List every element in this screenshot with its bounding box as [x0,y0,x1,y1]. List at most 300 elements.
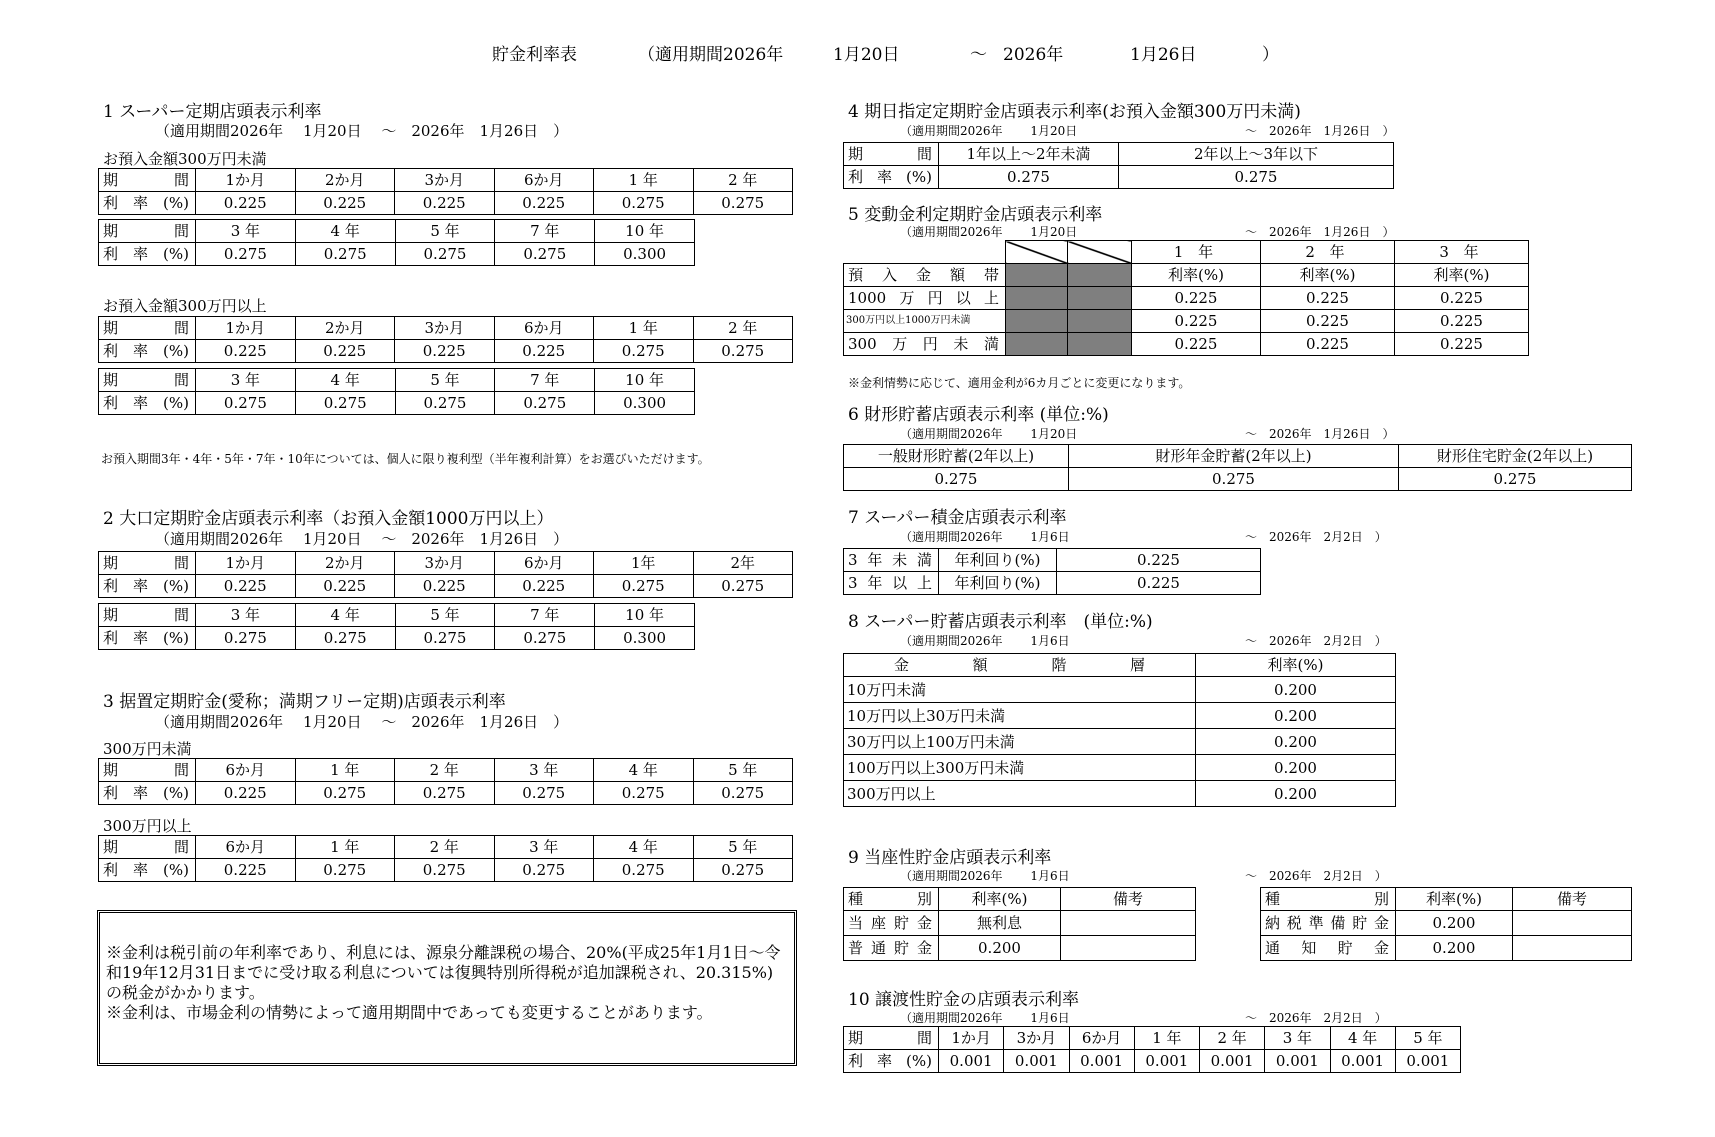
s8-period-end: ～ 2026年 2月2日 ） [1245,634,1387,648]
yield-label: 年利回り(%) [939,549,1057,572]
s9-period-start: （適用期間2026年 1月6日 [900,869,1070,883]
term-cell: 10 年 [595,220,695,243]
s1-under-label: お預入金額300万円未満 [103,150,267,168]
term-cell: 2 年 [693,317,793,340]
term-cell: 5 年 [693,836,793,859]
s6-period-end: ～ 2026年 1月26日 ） [1245,427,1395,441]
year-header: 2 年 [1261,241,1395,264]
s4-title: 4 期日指定定期貯金店頭表示利率(お預入金額300万円未満) [848,102,1301,122]
shaded-cell [1006,264,1068,287]
tax-notice-text [106,943,788,1023]
amount-tier-label: 10万円以上30万円未満 [844,703,1196,729]
header-period-end: 1月26日 [1130,45,1197,65]
rate-cell: 0.275 [1399,468,1632,491]
diagonal-cell [1006,241,1068,264]
s1-under-table [98,168,793,215]
term-cell: 1 年 [594,169,694,192]
row-header-period: 期 間 [844,1027,939,1050]
rate-cell: 0.225 [1261,333,1395,356]
rate-cell: 0.001 [1330,1050,1395,1073]
rate-cell: 0.225 [196,859,296,882]
term-cell: 7 年 [495,604,595,627]
row-header-period: 期 間 [99,836,196,859]
rate-cell: 0.225 [1132,287,1261,310]
diagonal-cell [1068,241,1132,264]
rate-cell: 0.001 [1395,1050,1460,1073]
deposit-type-label: 通知貯金 [1261,936,1396,961]
rate-cell: 0.225 [1261,310,1395,333]
rate-cell: 0.200 [1396,936,1513,961]
s1-under-table-b [98,219,695,266]
table-row [844,241,1529,264]
rate-cell: 0.200 [1196,755,1396,781]
term-cell: 7 年 [495,369,595,392]
table-row [99,627,695,650]
s3-under-label: 300万円未満 [103,740,192,758]
row-header-rate: 利率(%) [99,340,196,363]
term-cell: 3か月 [1004,1027,1069,1050]
row-header-rate: 利率(%) [99,243,196,266]
rate-cell: 0.200 [1196,781,1396,807]
table-row [844,729,1396,755]
rate-cell: 0.275 [1119,166,1394,189]
rate-cell: 0.275 [395,782,495,805]
term-cell: 3 年 [494,759,594,782]
rate-cell: 0.275 [693,340,793,363]
term-cell: 4 年 [295,604,395,627]
rate-header: 利率(%) [1196,654,1396,677]
rate-cell: 0.275 [494,782,594,805]
rate-cell: 0.300 [595,627,695,650]
rate-header: 利率(%) [1261,264,1395,287]
rate-cell: 0.225 [295,340,395,363]
term-cell: 2 年 [395,759,495,782]
rate-cell: 0.225 [494,575,594,598]
rate-cell: 0.225 [395,192,495,215]
tax-notice-line: ※金利は税引前の年利率であり、利息には、源泉分離課税の場合、20%(平成25年1月1日～令和19年12月31日までに受け取る利息については復興特別所得税が追加課税され、20.315%)の税金がかかります。 [106,943,781,1002]
deposit-type-label: 当座貯金 [844,911,939,936]
rate-cell: 0.225 [1395,310,1529,333]
s3-over-table [98,835,793,882]
shaded-cell [1068,310,1132,333]
rate-cell: 0.225 [1395,333,1529,356]
term-label: 3年未満 [844,549,939,572]
header-period-tilde: ～ [970,45,987,65]
table-row [844,468,1632,491]
term-cell: 1 年 [295,836,395,859]
table-row [844,143,1394,166]
row-header-rate: 利率(%) [99,575,196,598]
type-header: 種 別 [844,888,939,911]
term-cell: 2 年 [395,836,495,859]
s5-note: ※金利情勢に応じて、適用金利が6カ月ごとに変更になります。 [848,376,1191,390]
rate-cell: 0.225 [1261,287,1395,310]
s10-period-start: （適用期間2026年 1月6日 [900,1011,1070,1025]
term-cell: 6か月 [494,317,594,340]
table-row [844,911,1196,936]
rate-cell: 0.275 [693,782,793,805]
rate-cell: 0.200 [1396,911,1513,936]
s3-period: （適用期間2026年 1月20日 ～ 2026年 1月26日 ） [155,713,569,731]
rate-cell: 0.275 [295,627,395,650]
s5-period-start: （適用期間2026年 1月20日 [900,225,1078,239]
term-cell: 3 年 [1265,1027,1330,1050]
rate-cell: 0.275 [196,392,296,415]
shaded-cell [1006,310,1068,333]
rate-cell: 0.225 [196,340,296,363]
table-row [844,703,1396,729]
amount-tier-label: 300万円以上 [844,781,1196,807]
row-header-rate: 利率(%) [844,1050,939,1073]
s9-period-end: ～ 2026年 2月2日 ） [1245,869,1387,883]
rate-cell: 0.275 [1069,468,1399,491]
deposit-type-label: 納税準備貯金 [1261,911,1396,936]
table-row [844,677,1396,703]
s7-period-start: （適用期間2026年 1月6日 [900,530,1070,544]
term-label: 3年以上 [844,572,939,595]
rate-cell: 0.225 [196,575,296,598]
term-cell: 4 年 [295,369,395,392]
amount-band-label: 1000万円以上 [844,287,1006,310]
year-header: 1 年 [1132,241,1261,264]
term-cell: 2年 [693,552,793,575]
rate-cell: 0.275 [594,782,694,805]
s2-table [98,551,793,598]
rate-cell: 0.225 [494,340,594,363]
header-period-start: 1月20日 [833,45,900,65]
table-row [99,552,793,575]
amount-tier-label: 100万円以上300万円未満 [844,755,1196,781]
remarks-header: 備考 [1061,888,1196,911]
shaded-cell [1006,333,1068,356]
rate-cell: 0.225 [196,782,296,805]
s2-table-b [98,603,695,650]
rate-cell: 0.225 [494,192,594,215]
term-cell: 1 年 [1134,1027,1199,1050]
amount-tier-header: 金 額 階 層 [844,654,1196,677]
shaded-cell [1006,287,1068,310]
rate-change-notice-line: ※金利は、市場金利の情勢によって適用期間中であっても変更することがあります。 [106,1003,713,1022]
table-row [844,888,1196,911]
term-cell: 6か月 [494,169,594,192]
term-cell: 4 年 [295,220,395,243]
shaded-cell [1068,333,1132,356]
remarks-cell [1061,936,1196,961]
rate-cell: 0.001 [1200,1050,1265,1073]
s7-period-end: ～ 2026年 2月2日 ） [1245,530,1387,544]
amount-band-header: 預入金額帯 [844,264,1006,287]
rate-cell: 0.225 [295,575,395,598]
s2-period: （適用期間2026年 1月20日 ～ 2026年 1月26日 ） [155,530,569,548]
s6-table [843,444,1632,491]
rate-cell: 0.275 [395,627,495,650]
term-cell: 4 年 [1330,1027,1395,1050]
term-cell: 10 年 [595,369,695,392]
table-row [844,310,1529,333]
s5-period-end: ～ 2026年 1月26日 ） [1245,225,1395,239]
table-row [99,369,695,392]
row-header-period: 期 間 [99,169,196,192]
rate-cell: 0.275 [693,575,793,598]
s7-title: 7 スーパー積金店頭表示利率 [848,508,1067,528]
s4-table [843,142,1394,189]
term-cell: 1 年 [594,317,694,340]
row-header-period: 期 間 [99,220,196,243]
rate-cell: 0.275 [196,627,296,650]
term-cell: 2か月 [295,169,395,192]
s1-over-table-b [98,368,695,415]
table-row [99,220,695,243]
s1-over-label: お預入金額300万円以上 [103,297,267,315]
tax-notice-box [97,910,797,1066]
table-row [844,654,1396,677]
rate-cell: 0.300 [595,392,695,415]
rate-header: 利率(%) [939,888,1061,911]
term-cell: 4 年 [594,836,694,859]
term-cell: 1か月 [196,169,296,192]
row-header-period: 期 間 [99,369,196,392]
rate-cell: 0.225 [1395,287,1529,310]
s10-title: 10 譲渡性貯金の店頭表示利率 [848,990,1080,1010]
rate-cell: 0.200 [1196,729,1396,755]
header-period-open: （適用期間2026年 [638,45,784,65]
page-title: 貯金利率表 [492,45,577,65]
rate-header: 利率(%) [1396,888,1513,911]
term-cell: 5 年 [693,759,793,782]
rate-cell: 0.275 [495,627,595,650]
s1-title: 1 スーパー定期店頭表示利率 [103,102,322,122]
row-header-period: 期 間 [99,604,196,627]
s5-table [843,240,1529,356]
term-cell: 5 年 [395,604,495,627]
rate-cell: 0.275 [693,192,793,215]
term-cell: 3 年 [196,369,296,392]
rate-cell: 0.225 [1132,310,1261,333]
rate-cell: 0.275 [594,340,694,363]
term-cell: 1 年 [295,759,395,782]
s10-period-end: ～ 2026年 2月2日 ） [1245,1011,1387,1025]
savings-type-header: 財形年金貯蓄(2年以上) [1069,445,1399,468]
table-row [99,192,793,215]
rate-cell: 0.275 [594,575,694,598]
table-row [844,287,1529,310]
rate-cell: 0.225 [395,575,495,598]
row-header-period: 期 間 [99,317,196,340]
s2-title: 2 大口定期貯金店頭表示利率（お預入金額1000万円以上） [103,509,554,529]
rate-cell: 0.275 [295,782,395,805]
table-row [844,166,1394,189]
term-cell: 1か月 [196,552,296,575]
rate-cell: 0.200 [1196,677,1396,703]
rate-cell: 0.275 [939,166,1119,189]
rate-cell: 0.001 [1134,1050,1199,1073]
table-row [844,1027,1461,1050]
term-cell: 6か月 [1069,1027,1134,1050]
s9-right-table [1260,887,1632,961]
term-cell: 6か月 [196,759,296,782]
s1-over-table [98,316,793,363]
row-header-period: 期 間 [99,552,196,575]
rate-cell: 0.275 [594,859,694,882]
s1-compound-note: お預入期間3年・4年・5年・7年・10年については、個人に限り複利型（半年複利計算）をお選びいただけます。 [101,452,710,466]
row-header-rate: 利率(%) [99,782,196,805]
s4-period-end: ～ 2026年 1月26日 ） [1245,124,1395,138]
rate-cell: 0.275 [495,243,595,266]
term-cell: 5 年 [1395,1027,1460,1050]
rate-cell: 0.275 [693,859,793,882]
rate-cell: 0.275 [594,192,694,215]
s8-period-start: （適用期間2026年 1月6日 [900,634,1070,648]
table-row [99,575,793,598]
s8-table [843,653,1396,807]
rate-cell: 0.275 [395,243,495,266]
s4-period-start: （適用期間2026年 1月20日 [900,124,1078,138]
term-cell: 2か月 [295,552,395,575]
savings-type-header: 一般財形貯蓄(2年以上) [844,445,1069,468]
rate-header: 利率(%) [1395,264,1529,287]
remarks-cell [1513,936,1632,961]
term-cell: 4 年 [594,759,694,782]
rate-cell: 0.225 [1132,333,1261,356]
type-header: 種 別 [1261,888,1396,911]
rate-cell: 0.225 [1057,549,1261,572]
remarks-cell [1061,911,1196,936]
table-row [99,243,695,266]
s3-over-label: 300万円以上 [103,817,192,835]
term-cell: 5 年 [395,220,495,243]
term-cell: 3か月 [395,317,495,340]
rate-cell: 0.001 [1265,1050,1330,1073]
row-header-period: 期 間 [99,759,196,782]
term-cell: 1年以上～2年未満 [939,143,1119,166]
table-row [844,755,1396,781]
remarks-header: 備考 [1513,888,1632,911]
term-cell: 3 年 [196,604,296,627]
table-row [99,340,793,363]
table-row [99,169,793,192]
term-cell: 2 年 [1200,1027,1265,1050]
yield-label: 年利回り(%) [939,572,1057,595]
amount-band-label: 300万円未満 [844,333,1006,356]
s9-title: 9 当座性貯金店頭表示利率 [848,848,1052,868]
row-header-rate: 利率(%) [99,392,196,415]
rate-header: 利率(%) [1132,264,1261,287]
s6-title: 6 財形貯蓄店頭表示利率 (単位:%) [848,405,1109,425]
rate-cell: 0.275 [495,392,595,415]
rate-cell: 無利息 [939,911,1061,936]
deposit-type-label: 普通貯金 [844,936,939,961]
s7-table [843,548,1261,595]
table-row [99,317,793,340]
s10-table [843,1026,1461,1073]
table-row [844,781,1396,807]
rate-cell: 0.225 [295,192,395,215]
table-row [844,549,1261,572]
amount-tier-label: 30万円以上100万円未満 [844,729,1196,755]
table-row [99,759,793,782]
rate-cell: 0.275 [295,859,395,882]
table-row [844,1050,1461,1073]
year-header: 3 年 [1395,241,1529,264]
table-row [844,572,1261,595]
rate-cell: 0.001 [1069,1050,1134,1073]
term-cell: 6か月 [494,552,594,575]
s6-period-start: （適用期間2026年 1月20日 [900,427,1078,441]
table-row [99,604,695,627]
term-cell: 1か月 [196,317,296,340]
table-row [844,445,1632,468]
rate-cell: 0.275 [295,392,395,415]
shaded-cell [1068,264,1132,287]
rate-cell: 0.001 [1004,1050,1069,1073]
term-cell: 1年 [594,552,694,575]
s3-under-table [98,758,793,805]
amount-tier-label: 10万円未満 [844,677,1196,703]
rate-cell: 0.225 [1057,572,1261,595]
table-row [99,836,793,859]
table-row [844,264,1529,287]
rate-cell: 0.275 [844,468,1069,491]
s8-title: 8 スーパー貯蓄店頭表示利率 (単位:%) [848,612,1153,632]
table-row [1261,936,1632,961]
table-row [844,936,1196,961]
term-cell: 3 年 [494,836,594,859]
rate-cell: 0.200 [939,936,1061,961]
row-header-rate: 利率(%) [99,192,196,215]
row-header-rate: 利率(%) [844,166,939,189]
rate-cell: 0.275 [395,859,495,882]
rate-cell: 0.275 [295,243,395,266]
table-row [1261,888,1632,911]
table-row [1261,911,1632,936]
s9-left-table [843,887,1196,961]
header-period-close: ） [1262,45,1279,65]
table-row [844,333,1529,356]
blank-cell [844,241,1006,264]
table-row [99,392,695,415]
term-cell: 5 年 [395,369,495,392]
term-cell: 2か月 [295,317,395,340]
amount-band-label: 300万円以上1000万円未満 [844,310,1006,333]
header-period-end-year: 2026年 [1003,45,1064,65]
term-cell: 2 年 [693,169,793,192]
s3-title: 3 据置定期貯金(愛称；満期フリー定期)店頭表示利率 [103,692,506,712]
term-cell: 3か月 [395,552,495,575]
term-cell: 7 年 [495,220,595,243]
term-cell: 3か月 [395,169,495,192]
rate-cell: 0.275 [196,243,296,266]
rate-cell: 0.275 [395,392,495,415]
rate-cell: 0.225 [196,192,296,215]
rate-cell: 0.200 [1196,703,1396,729]
row-header-rate: 利率(%) [99,627,196,650]
term-cell: 10 年 [595,604,695,627]
rate-cell: 0.225 [395,340,495,363]
row-header-rate: 利率(%) [99,859,196,882]
shaded-cell [1068,287,1132,310]
term-cell: 6か月 [196,836,296,859]
term-cell: 2年以上～3年以下 [1119,143,1394,166]
rate-cell: 0.300 [595,243,695,266]
term-cell: 1か月 [939,1027,1004,1050]
s1-period: （適用期間2026年 1月20日 ～ 2026年 1月26日 ） [155,122,569,140]
rate-cell: 0.001 [939,1050,1004,1073]
table-row [99,782,793,805]
s5-title: 5 変動金利定期貯金店頭表示利率 [848,205,1103,225]
savings-type-header: 財形住宅貯金(2年以上) [1399,445,1632,468]
remarks-cell [1513,911,1632,936]
term-cell: 3 年 [196,220,296,243]
